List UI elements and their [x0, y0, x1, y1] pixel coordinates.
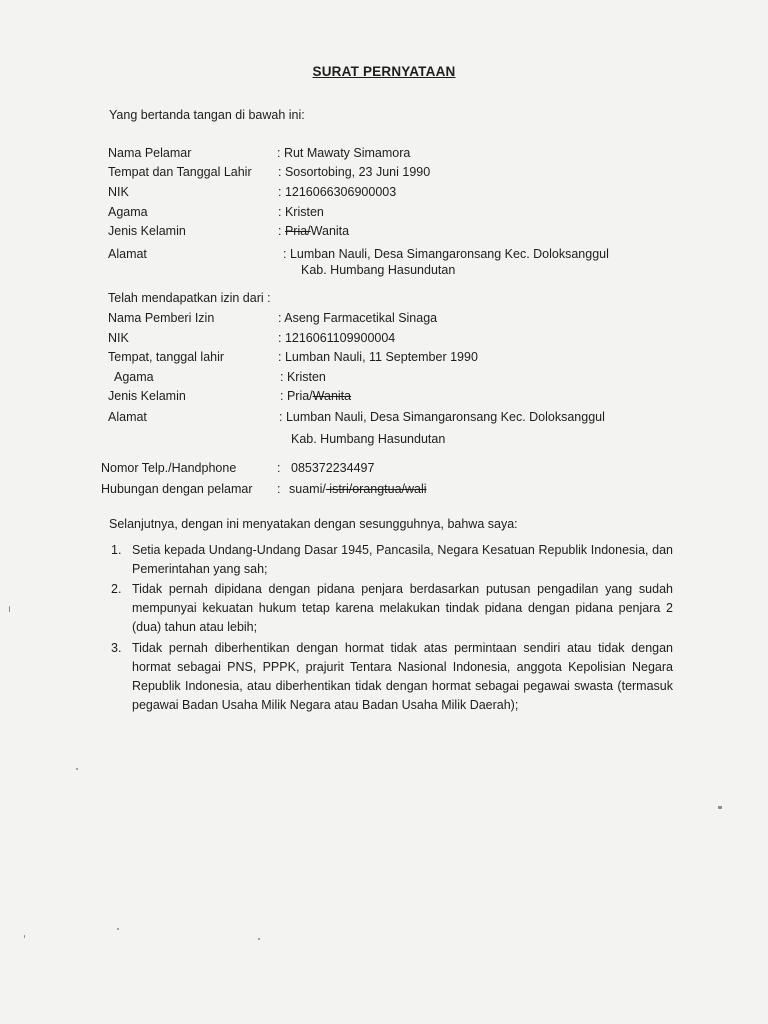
- permitter-gender-kept: Pria/: [286, 389, 313, 403]
- applicant-gender-colon: :: [278, 224, 285, 238]
- permitter-birth-value: : Lumban Nauli, 11 September 1990: [278, 350, 478, 364]
- relation-value: [289, 481, 427, 497]
- statement-number: 3.: [111, 641, 122, 655]
- permitter-address-label: Alamat: [108, 410, 147, 424]
- applicant-religion-label: Agama: [108, 205, 148, 219]
- permit-intro-text: Telah mendapatkan izin dari :: [108, 291, 271, 305]
- relation-struck: istri/orangtua/wali: [325, 482, 427, 496]
- permitter-nik-label: NIK: [108, 331, 129, 345]
- phone-label: Nomor Telp./Handphone: [101, 461, 237, 475]
- scan-speck: [117, 928, 119, 930]
- statement-number: 2.: [111, 582, 122, 596]
- applicant-birth-value: : Sosortobing, 23 Juni 1990: [278, 165, 431, 179]
- applicant-religion-value: : Kristen: [278, 205, 324, 219]
- statement-item: [111, 541, 673, 579]
- statement-text: Tidak pernah dipidana dengan pidana penjara berdasarkan putusan pengadilan yang sudah mempunyai kekuatan hukum tetap karena melakukan tindak pidana dengan pidana penjara 2 (dua) tahun atau lebih;: [132, 582, 673, 634]
- permitter-religion-label: Agama: [114, 370, 154, 384]
- applicant-gender-kept: Wanita: [310, 224, 350, 238]
- scan-speck: [76, 768, 78, 770]
- statement-intro: Selanjutnya, dengan ini menyatakan dengan sesungguhnya, bahwa saya:: [109, 517, 518, 531]
- applicant-address-label: Alamat: [108, 247, 147, 261]
- applicant-gender-struck: Pria/: [284, 224, 311, 238]
- permitter-nik-value: : 1216061109900004: [278, 331, 396, 345]
- statement-item: [111, 639, 673, 715]
- document-title: SURAT PERNYATAAN: [312, 64, 456, 79]
- applicant-name-value: : Rut Mawaty Simamora: [277, 146, 411, 160]
- applicant-address-line1: : Lumban Nauli, Desa Simangaronsang Kec. Doloksanggul: [283, 247, 609, 261]
- phone-colon: :: [277, 461, 281, 475]
- permitter-gender-label: Jenis Kelamin: [108, 389, 186, 403]
- scan-speck: [24, 935, 25, 938]
- scan-speck: [258, 938, 260, 940]
- permitter-gender-value: [280, 388, 351, 404]
- applicant-nik-value: : 1216066306900003: [278, 185, 397, 199]
- permitter-address-line1: : Lumban Nauli, Desa Simangaronsang Kec. Doloksanggul: [279, 410, 605, 424]
- scan-speck: [9, 606, 10, 612]
- permitter-religion-value: : Kristen: [280, 370, 326, 384]
- permitter-name-label: Nama Pemberi Izin: [108, 311, 215, 325]
- statement-text: Setia kepada Undang-Undang Dasar 1945, Pancasila, Negara Kesatuan Republik Indonesia, dan Pemerintahan yang sah;: [132, 543, 673, 576]
- relation-label: Hubungan dengan pelamar: [101, 482, 253, 496]
- applicant-gender-value: [278, 223, 349, 239]
- permitter-gender-colon: :: [280, 389, 287, 403]
- relation-kept: suami/: [289, 482, 326, 496]
- permitter-birth-label: Tempat, tanggal lahir: [108, 350, 225, 364]
- permitter-gender-struck: Wanita: [312, 389, 352, 403]
- applicant-address-line2: Kab. Humbang Hasundutan: [301, 263, 456, 277]
- relation-colon: :: [277, 482, 281, 496]
- applicant-gender-label: Jenis Kelamin: [108, 224, 186, 238]
- statement-item: [111, 580, 673, 637]
- statement-number: 1.: [111, 543, 122, 557]
- permitter-address-line2: Kab. Humbang Hasundutan: [291, 432, 446, 446]
- phone-value: 085372234497: [291, 461, 375, 475]
- applicant-name-label: Nama Pelamar: [108, 146, 192, 160]
- scan-speck: [718, 806, 722, 809]
- applicant-birth-label: Tempat dan Tanggal Lahir: [108, 165, 252, 179]
- intro-text: Yang bertanda tangan di bawah ini:: [109, 108, 305, 122]
- permitter-name-value: : Aseng Farmacetikal Sinaga: [278, 311, 438, 325]
- statement-text: Tidak pernah diberhentikan dengan hormat tidak atas permintaan sendiri atau tidak dengan hormat sebagai PNS, PPPK, prajurit Tentara Nasional Indonesia, anggota Kepolisian Negara Republik Indonesia, atau diberhentikan tidak dengan hormat sebagai pegawai swasta (termasuk pegawai Badan Usaha Milik Negara atau Badan Usaha Milik Daerah);: [132, 641, 673, 712]
- applicant-nik-label: NIK: [108, 185, 129, 199]
